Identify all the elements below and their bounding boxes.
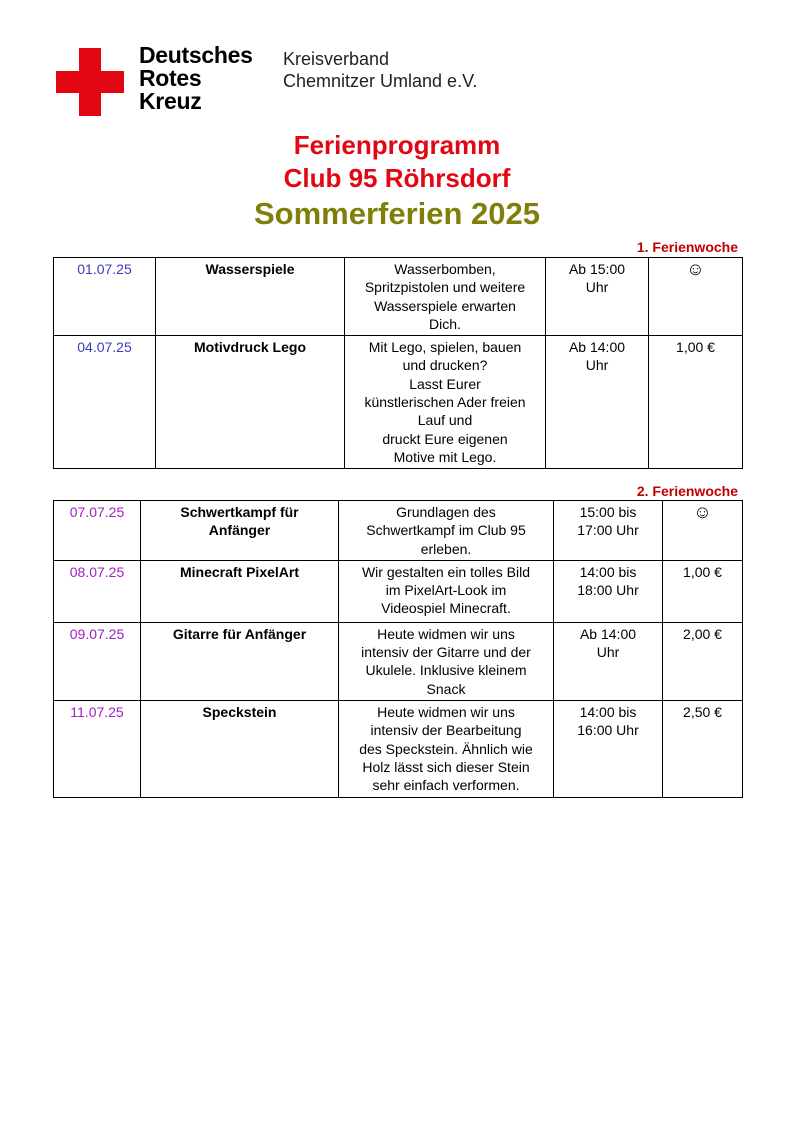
event-date: 01.07.25	[54, 258, 156, 336]
event-time: 14:00 bis 18:00 Uhr	[554, 560, 663, 622]
event-date: 08.07.25	[54, 560, 141, 622]
table-row	[54, 336, 743, 469]
drk-header	[56, 44, 576, 116]
event-description: Heute widmen wir uns intensiv der Gitarre und der Ukulele. Inklusive kleinem Snack	[339, 622, 554, 700]
red-cross-logo-icon	[56, 48, 124, 116]
event-time: Ab 14:00 Uhr	[554, 622, 663, 700]
event-cost: 2,50 €	[663, 701, 743, 797]
branch-name	[283, 48, 477, 92]
event-title: Motivdruck Lego	[156, 336, 345, 469]
event-description: Heute widmen wir uns intensiv der Bearbeitung des Speckstein. Ähnlich wie Holz lässt sich dieser Stein sehr einfach verformen.	[339, 701, 554, 797]
brand-line-3: Kreuz	[139, 88, 202, 114]
event-time: 15:00 bis 17:00 Uhr	[554, 501, 663, 561]
smiley-icon: ☺	[649, 258, 743, 336]
event-date: 11.07.25	[54, 701, 141, 797]
event-time: Ab 15:00 Uhr	[546, 258, 649, 336]
event-title: Gitarre für Anfänger	[141, 622, 339, 700]
week-2-table	[53, 500, 743, 798]
page-subtitle: Club 95 Röhrsdorf	[283, 163, 511, 193]
event-date: 04.07.25	[54, 336, 156, 469]
brand-name	[139, 44, 253, 113]
page-titles	[0, 130, 794, 231]
table-row	[54, 258, 743, 336]
table-row	[54, 622, 743, 700]
event-title: Schwertkampf für Anfänger	[141, 501, 339, 561]
event-description: Grundlagen des Schwertkampf im Club 95 erleben.	[339, 501, 554, 561]
event-cost: 2,00 €	[663, 622, 743, 700]
event-time: 14:00 bis 16:00 Uhr	[554, 701, 663, 797]
brand-line-1: Deutsches	[139, 42, 253, 68]
event-date: 09.07.25	[54, 622, 141, 700]
branch-line-2: Chemnitzer Umland e.V.	[283, 71, 478, 91]
season-title: Sommerferien 2025	[253, 196, 541, 231]
event-title: Speckstein	[141, 701, 339, 797]
event-time: Ab 14:00 Uhr	[546, 336, 649, 469]
event-description: Wasserbomben, Spritzpistolen und weitere Wasserspiele erwarten Dich.	[345, 258, 546, 336]
smiley-icon: ☺	[663, 501, 743, 561]
page-title: Ferienprogramm	[293, 130, 501, 160]
table-row	[54, 560, 743, 622]
event-description: Mit Lego, spielen, bauen und drucken? Lasst Eurer künstlerischen Ader freien Lauf und druckt Eure eigenen Motive mit Lego.	[345, 336, 546, 469]
table-row	[54, 501, 743, 561]
week-2-label: 2. Ferienwoche	[636, 483, 738, 499]
event-cost: 1,00 €	[649, 336, 743, 469]
event-title: Minecraft PixelArt	[141, 560, 339, 622]
brand-line-2: Rotes	[139, 65, 202, 91]
week-1-label: 1. Ferienwoche	[636, 239, 738, 255]
week-1-table	[53, 257, 743, 469]
branch-line-1: Kreisverband	[283, 49, 390, 69]
table-row	[54, 701, 743, 797]
event-cost: 1,00 €	[663, 560, 743, 622]
event-date: 07.07.25	[54, 501, 141, 561]
event-description: Wir gestalten ein tolles Bild im PixelArt-Look im Videospiel Minecraft.	[339, 560, 554, 622]
event-title: Wasserspiele	[156, 258, 345, 336]
